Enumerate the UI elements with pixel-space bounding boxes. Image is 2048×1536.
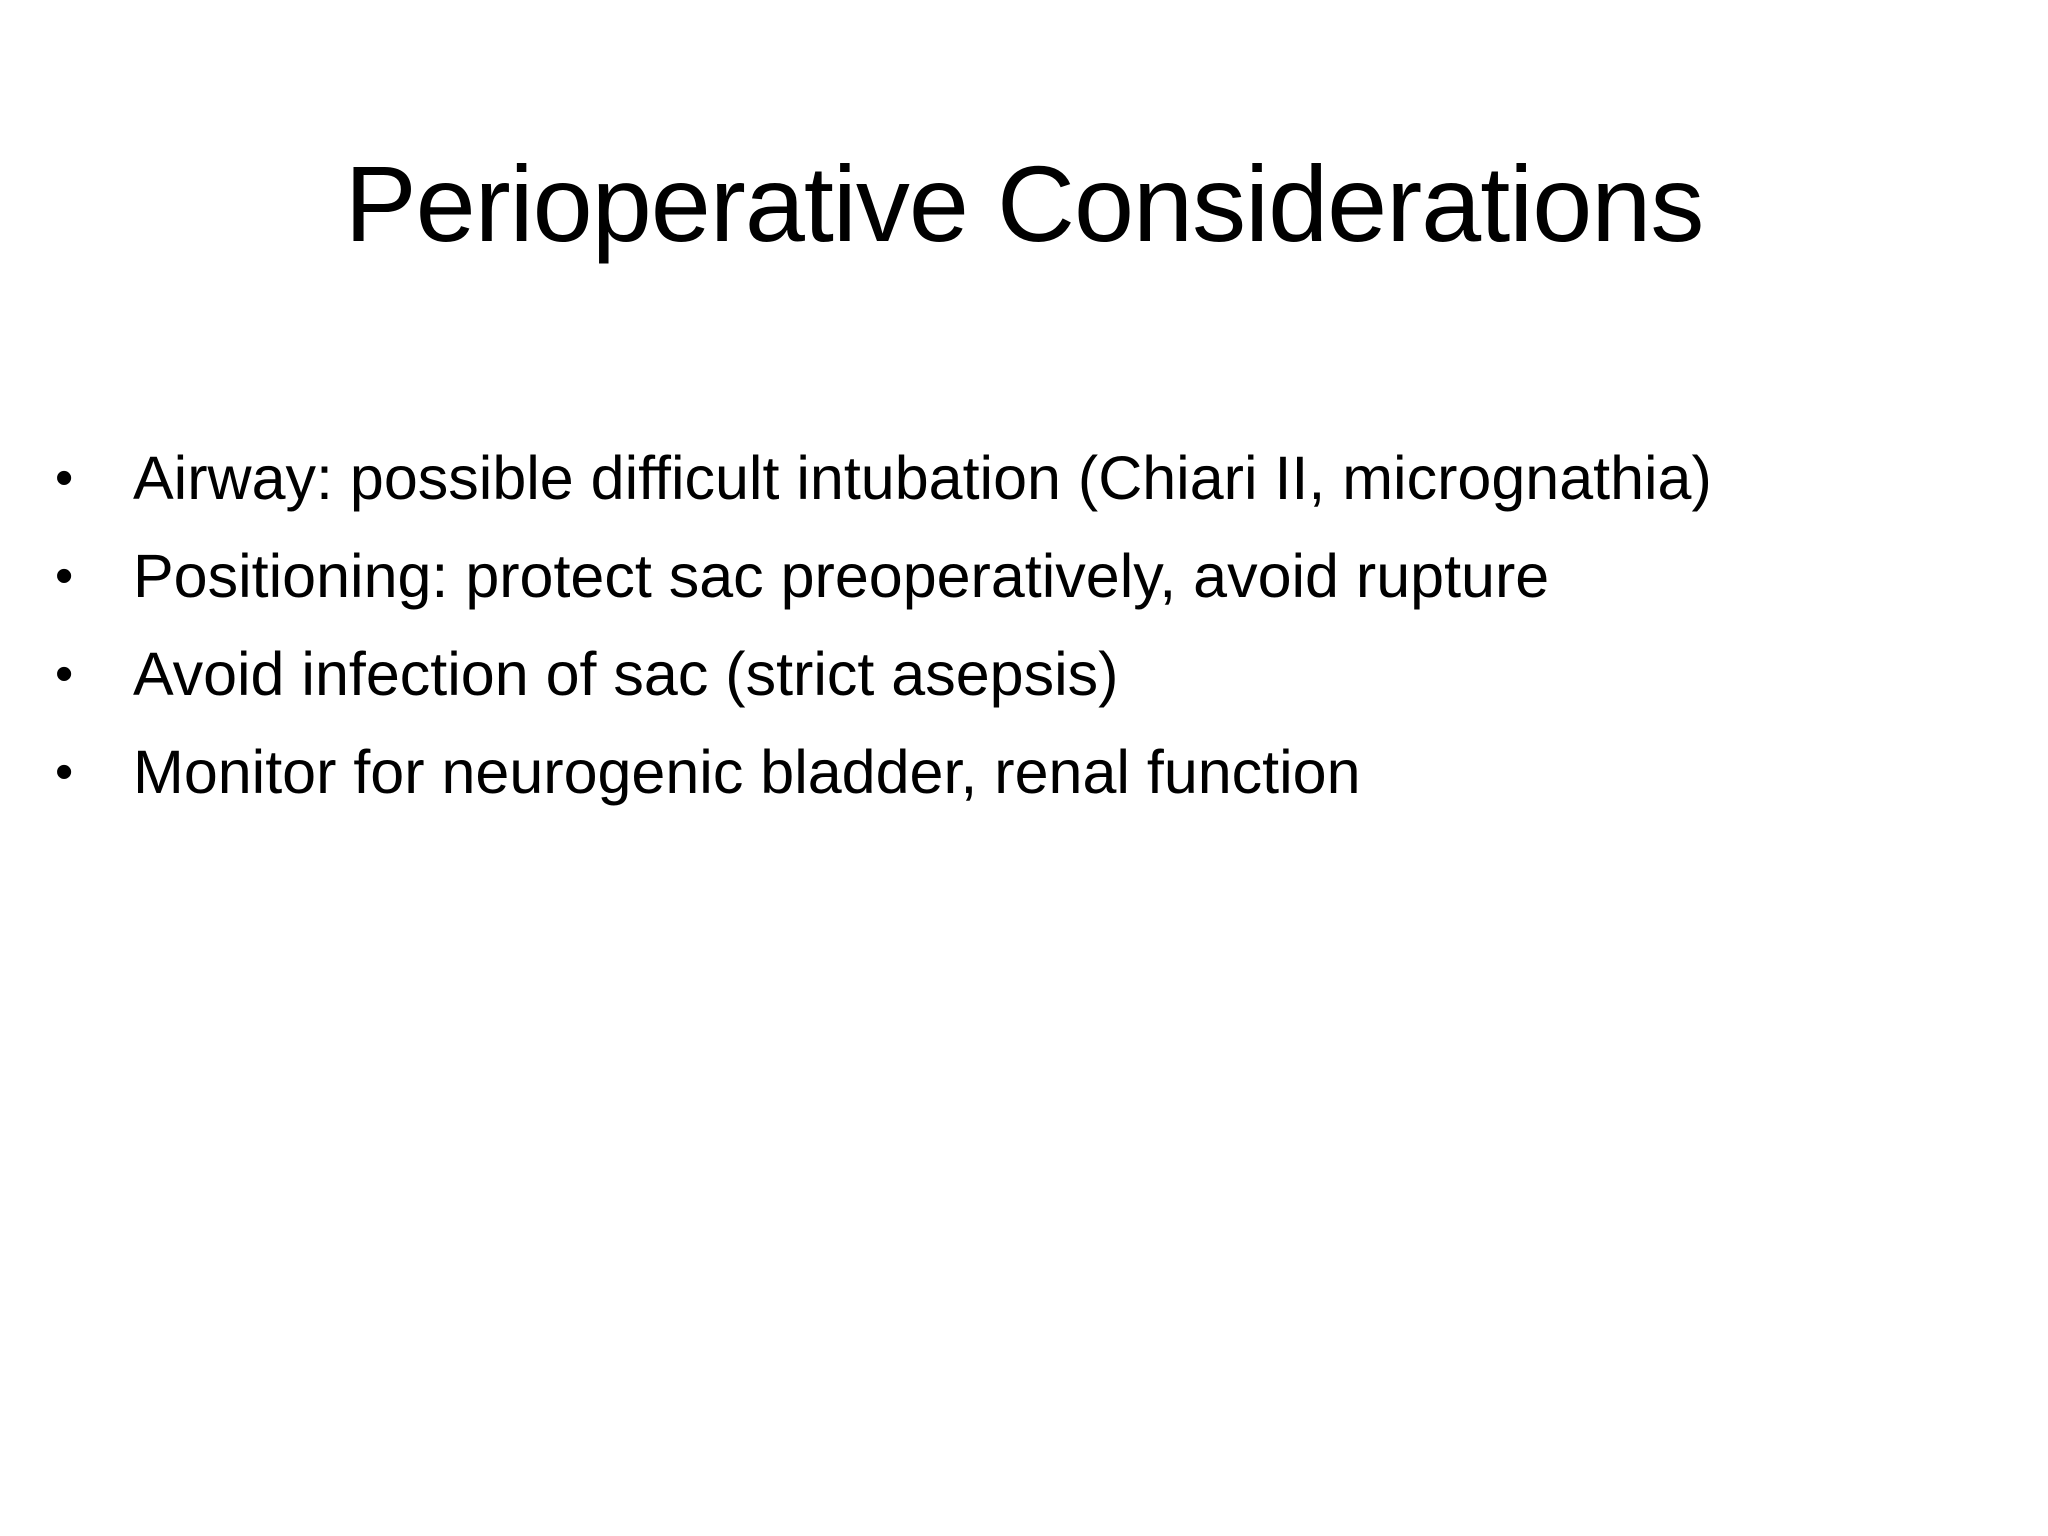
bullet-item (55, 438, 2005, 536)
bullet-item (55, 732, 2005, 830)
bullet-icon: • (55, 547, 74, 605)
bullet-item (55, 536, 2005, 634)
bullet-icon: • (55, 743, 74, 801)
bullet-text: Monitor for neurogenic bladder, renal function (133, 738, 1361, 806)
bullet-text: Positioning: protect sac preoperatively, avoid rupture (133, 542, 1550, 610)
bullet-text: Airway: possible difficult intubation (Chiari II, micrognathia) (133, 444, 1712, 512)
bullet-icon: • (55, 645, 74, 703)
bullet-icon: • (55, 449, 74, 507)
bullet-list (55, 438, 2005, 830)
slide-title: Perioperative Considerations (344, 143, 1704, 264)
bullet-text: Avoid infection of sac (strict asepsis) (133, 640, 1119, 708)
bullet-item (55, 634, 2005, 732)
